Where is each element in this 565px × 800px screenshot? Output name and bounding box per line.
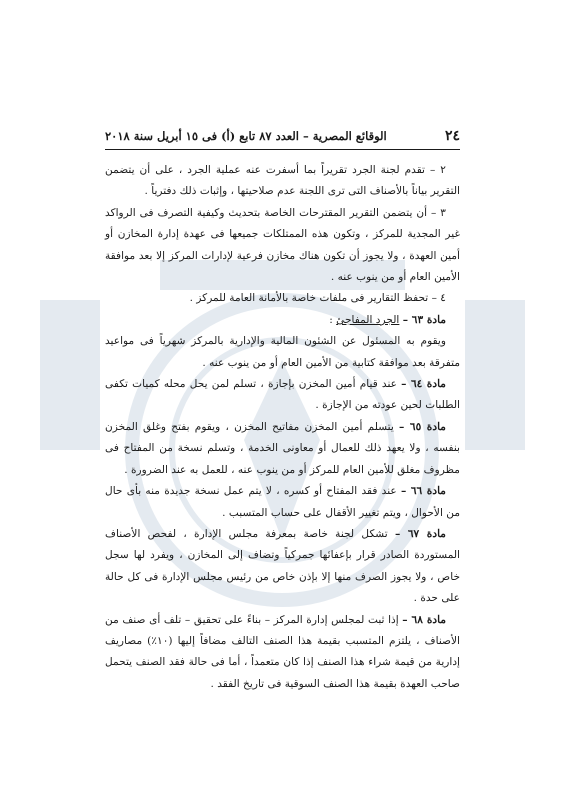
clause-4: ٤ – تحفظ التقارير فى ملفات خاصة بالأمانة العامة للمركز . <box>189 292 446 305</box>
article-65-heading: مادة ٦٥ – <box>399 420 446 433</box>
article-65: مادة ٦٥ – يتسلم أمين المخزن مفاتيح المخزن ، ويقوم بفتح وغلق المخزن بنفسه ، ولا يعهد ذلك للعمال أو معاونى الخدمة ، وتسلم نسخة من المفتاح فى مظروف مغلق للأمين العام للمركز أو من ينوب عنه ، للعمل به عند الضرورة . <box>105 420 460 476</box>
article-63-title: الجرد المفاجئ <box>336 313 400 326</box>
article-67-heading: مادة ٦٧ – <box>394 527 446 540</box>
article-66: مادة ٦٦ – عند فقد المفتاح أو كسره ، لا يتم عمل نسخة جديدة منه بأى حال من الأحوال ، ويتم تغيير الأقفال على حساب المتسبب . <box>105 485 460 519</box>
gazette-title: الوقائع المصرية – العدد ٨٧ تابع (أ) فى ١٥ أبريل سنة ٢٠١٨ <box>105 129 387 143</box>
article-63-body: ويقوم به المسئول عن الشئون المالية والإدارية بالمركز شهرياً فى مواعيد متفرقة بعد موافقة كتابية من الأمين العام أو من ينوب عنه . <box>105 335 460 369</box>
article-67: مادة ٦٧ – تشكل لجنة خاصة بمعرفة مجلس الإدارة ، لفحص الأصناف المستوردة الصادر قرار بإعفائها جمركياً وتضاف إلى المخازن ، ويفرد لها سجل خاص ، ولا يجوز الصرف منها إلا بإذن خاص من رئيس مجلس الإدارة فى كل حالة على حدة . <box>105 527 460 605</box>
clause-2: ٢ – تقدم لجنة الجرد تقريراً بما أسفرت عنه عملية الجرد ، على أن يتضمن التقرير بياناً بالأصناف التى ترى اللجنة عدم صلاحيتها ، وإثبات ذلك دفترياً . <box>105 164 460 198</box>
article-66-heading: مادة ٦٦ – <box>401 485 446 498</box>
clause-3: ٣ – أن يتضمن التقرير المقترحات الخاصة بتحديث وكيفية التصرف فى الرواكد غير المجدية للمركز ، وتكون هذه الممتلكات جميعها فى عهدة إدارة المخازن أو أمين العهدة ، ولا يجوز أن تكون هناك مخازن فرعية لإدارات المركز إلا بعد موافقة الأمين العام أو من ينوب عنه . <box>105 206 460 284</box>
article-64-heading: مادة ٦٤ – <box>401 378 446 391</box>
article-64: مادة ٦٤ – عند قيام أمين المخزن بإجازة ، تسلم لمن يحل محله كميات تكفى الطلبات لحين عودته من الإجازة . <box>105 378 460 412</box>
article-63: مادة ٦٣ – الجرد المفاجئ : <box>329 313 446 326</box>
document-page <box>105 128 460 695</box>
page-header <box>105 128 460 150</box>
article-68-heading: مادة ٦٨ – <box>402 613 446 626</box>
article-63-heading: مادة ٦٣ – <box>402 313 446 326</box>
page-number: ٢٤ <box>444 128 460 144</box>
article-68: مادة ٦٨ – إذا ثبت لمجلس إدارة المركز – بناءً على تحقيق – تلف أى صنف من الأصناف ، يلتزم المتسبب بقيمة هذا الصنف التالف مضافاً إليها (١٠٪) مصاريف إدارية من قيمة شراء هذا الصنف إذا كان متعمداً ، أما فى حالة فقد الصنف يتحمل صاحب العهدة بقيمة هذا الصنف السوقية فى تاريخ الفقد . <box>105 613 461 690</box>
